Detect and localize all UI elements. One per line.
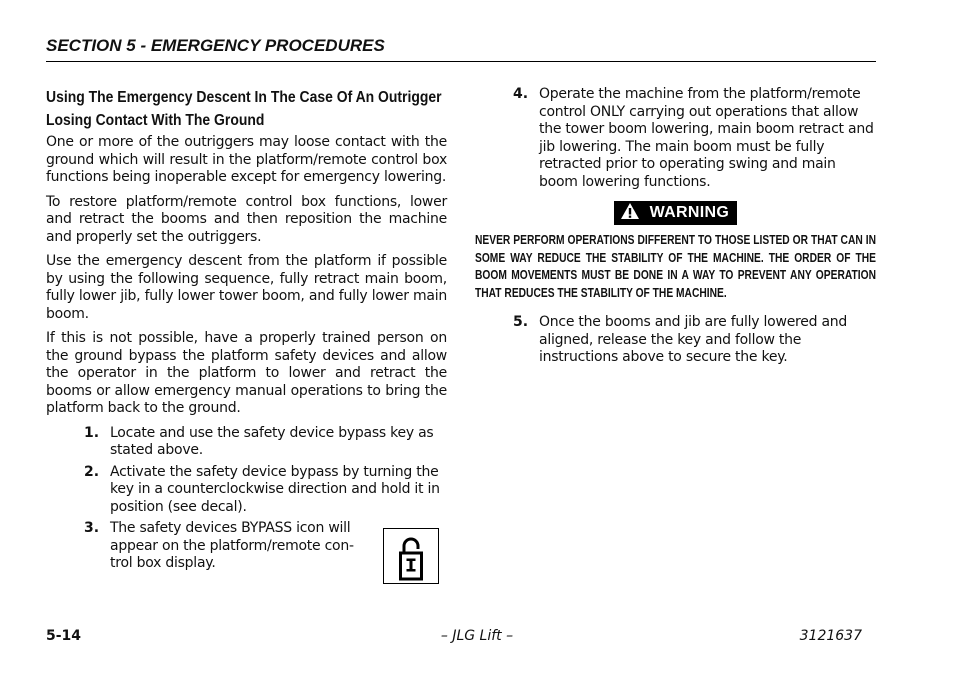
footer-brand: – JLG Lift – xyxy=(440,628,514,644)
section-header: SECTION 5 - EMERGENCY PROCEDURES xyxy=(46,36,385,55)
list-item xyxy=(84,464,447,517)
step-text: Operate the machine from the platform/remote control ONLY carrying out operations that allow the tower boom lowering, main boom retract and jib lowering. The main boom must be fully retracted prior to operating swing and main boom lowering functions. xyxy=(539,86,874,190)
warning-badge xyxy=(614,201,737,225)
step-text: Locate and use the safety device bypass key as stated above. xyxy=(110,424,434,458)
bypass-padlock-icon xyxy=(383,528,439,584)
right-column xyxy=(475,86,876,371)
step-number: 3. xyxy=(84,520,100,536)
warning-label: WARNING xyxy=(649,204,730,221)
step-text: The safety devices BYPASS icon will appear on the platform/remote con-trol box display. xyxy=(110,520,354,571)
list-item xyxy=(513,314,876,367)
warning-text: NEVER PERFORM OPERATIONS DIFFERENT TO THOSE LISTED OR THAT CAN IN SOME WAY REDUCE THE STABILITY OF THE MACHINE. THE ORDER OF THE BOOM MOVEMENTS MUST BE DONE IN A WAY TO PREVENT ANY OPERATION THAT REDUCES THE STABILITY OF THE MACHINE. xyxy=(475,233,876,300)
header-rule xyxy=(46,61,876,62)
left-column xyxy=(46,86,447,577)
step-number: 5. xyxy=(513,314,529,330)
paragraph: If this is not possible, have a properly trained person on the ground bypass the platform safety devices and allow the operator in the platform to lower and retract the booms or allow emergency manual operations to bring the platform back to the ground. xyxy=(46,330,447,416)
step-number: 1. xyxy=(84,424,100,441)
step-number: 2. xyxy=(84,463,100,480)
document-number: 3121637 xyxy=(799,628,862,644)
step-text: Activate the safety device bypass by turning the key in a counterclockwise direction and hold it in position (see decal). xyxy=(110,463,440,515)
list-item xyxy=(513,86,876,191)
list-item xyxy=(84,425,447,460)
paragraph: One or more of the outriggers may loose contact with the ground which will result in the platform/remote control box functions being inoperable except for emergency lowering. xyxy=(46,134,447,185)
paragraph: Use the emergency descent from the platform if possible by using the following sequence, fully retract main boom, fully lower jib, fully lower tower boom, and fully lower main boom. xyxy=(46,253,447,322)
step-text: Once the booms and jib are fully lowered and aligned, release the key and follow the instructions above to secure the key. xyxy=(539,314,848,365)
subheading: Using The Emergency Descent In The Case Of An Outrigger Losing Contact With The Ground xyxy=(46,89,442,129)
page-number: 5-14 xyxy=(46,628,82,644)
warning-triangle-icon xyxy=(620,204,650,221)
paragraph: To restore platform/remote control box functions, lower and retract the booms and then reposition the machine and properly set the outriggers. xyxy=(46,193,447,245)
step-number: 4. xyxy=(513,86,529,102)
warning-header xyxy=(475,201,876,225)
